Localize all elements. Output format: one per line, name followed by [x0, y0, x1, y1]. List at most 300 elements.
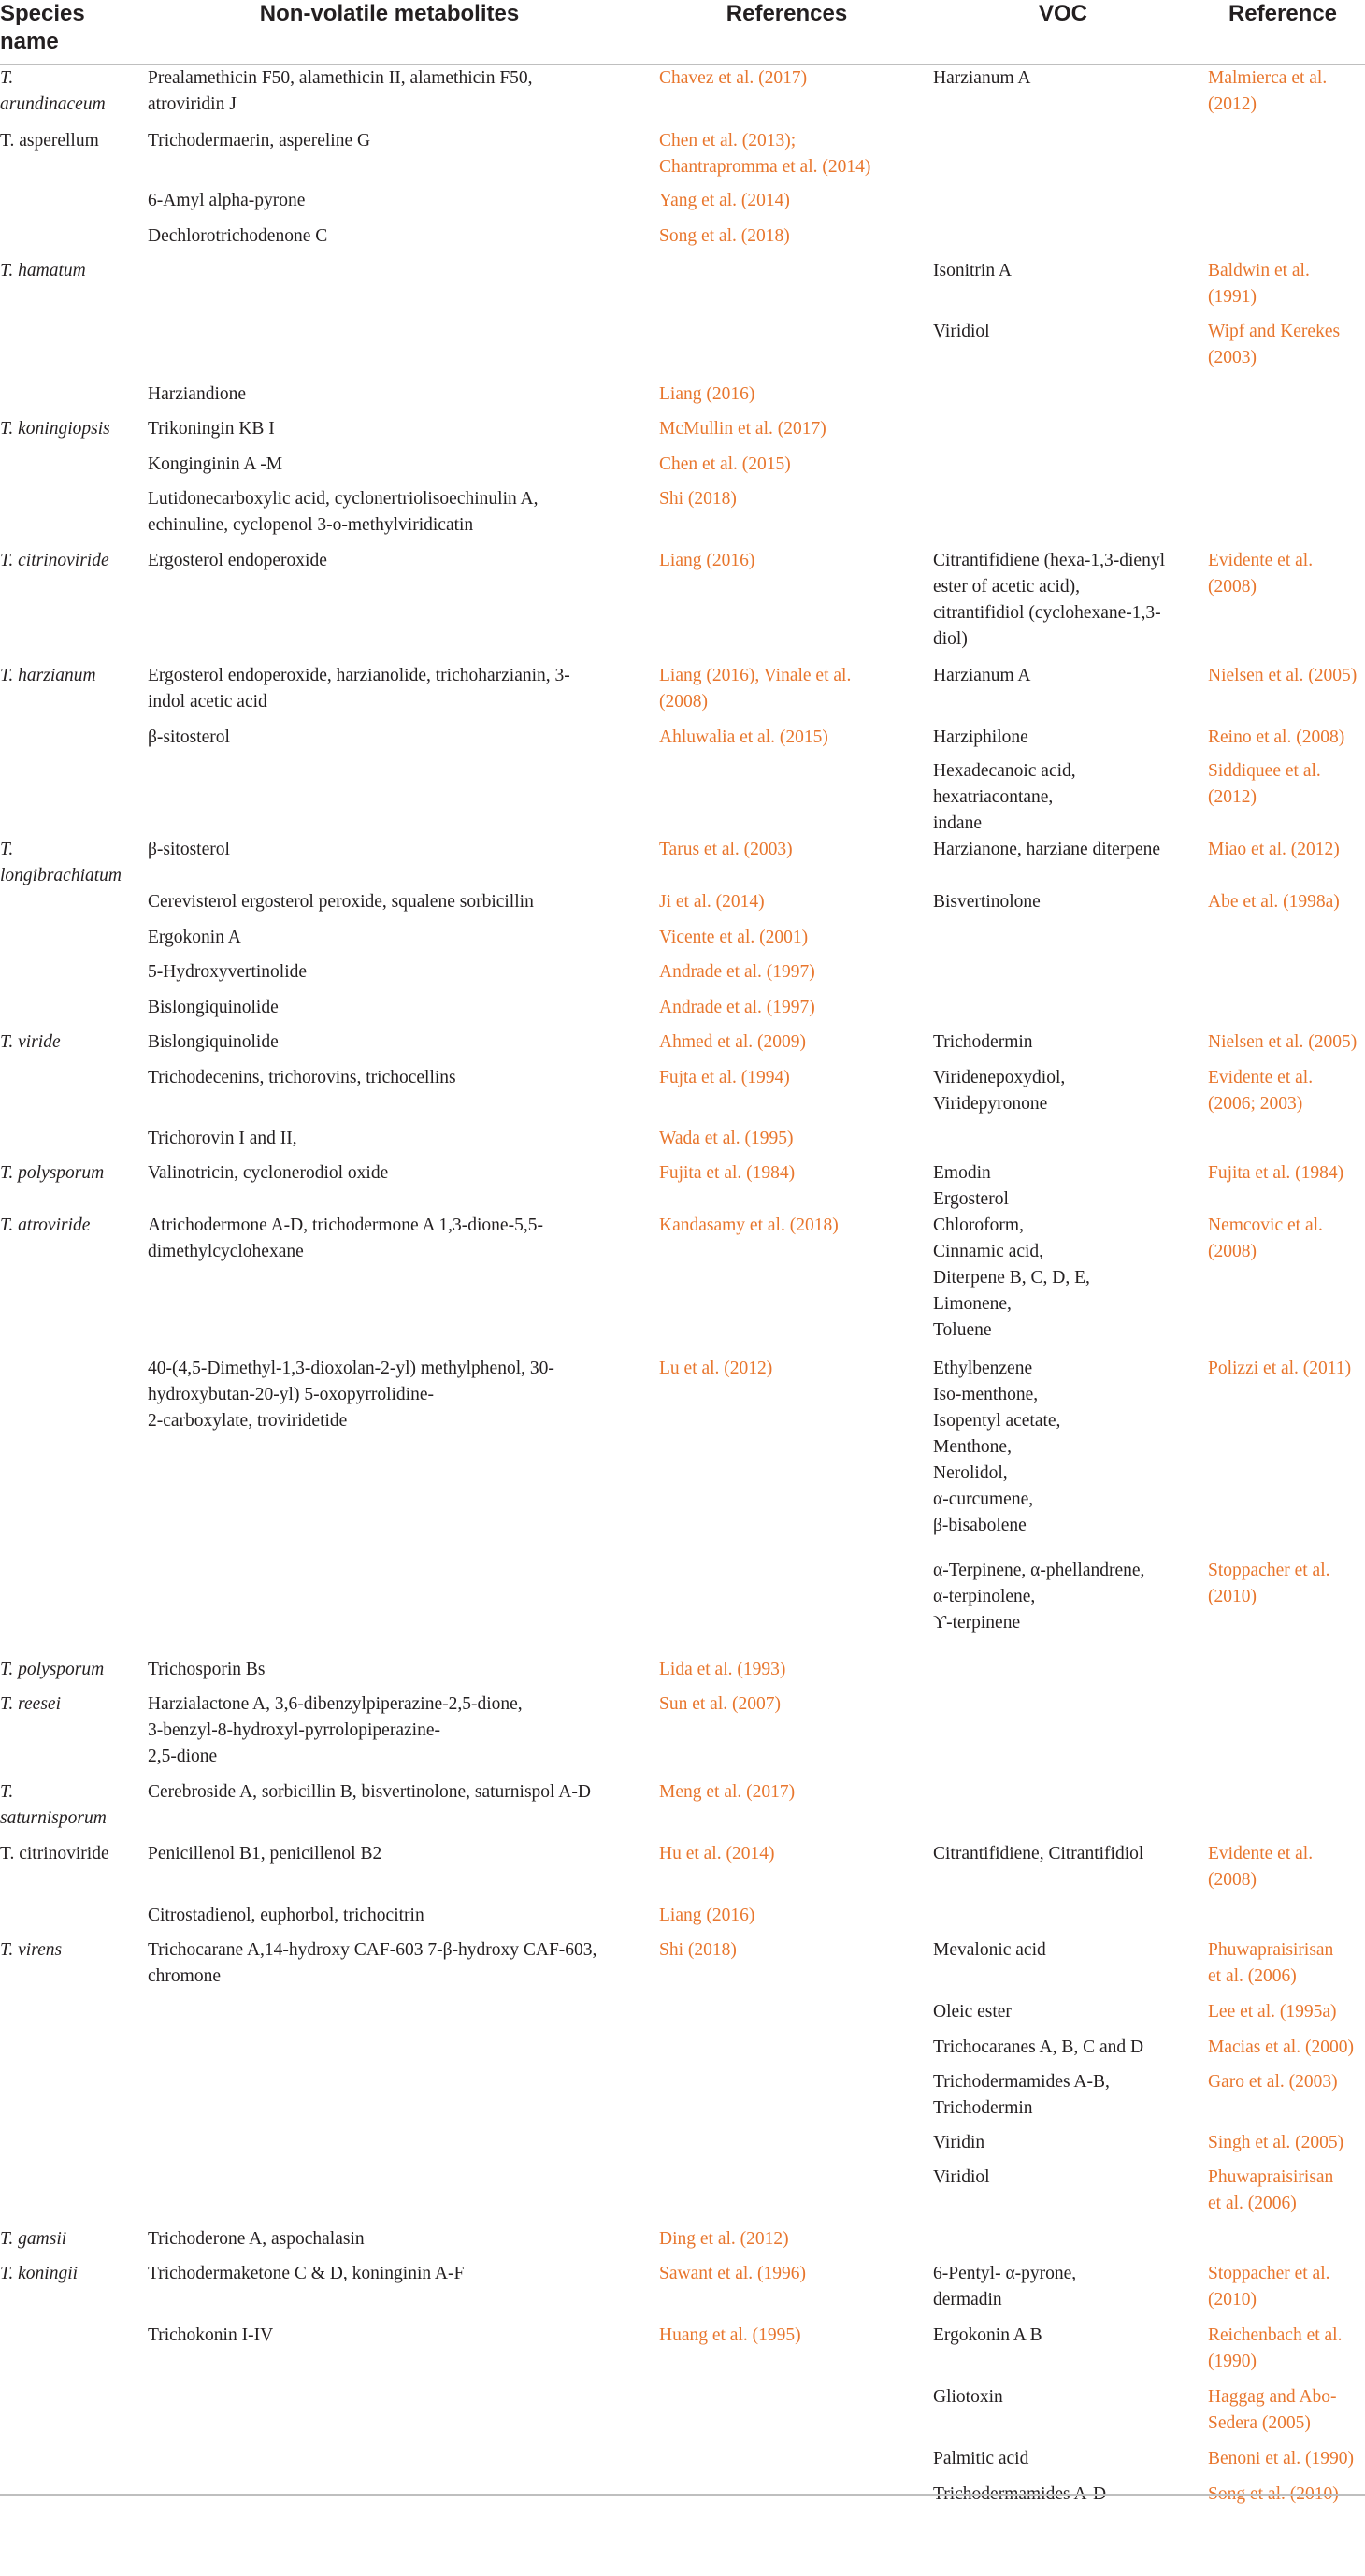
reference-text: Evidente et al.	[1208, 1844, 1314, 1864]
nonvolatile-metabolites-cell	[131, 1160, 648, 1213]
voc-reference-cell	[1200, 2384, 1365, 2446]
cell-text: 5-Hydroxyvertinolide	[148, 962, 308, 982]
nonvolatile-metabolites-cell	[131, 319, 648, 381]
nonvolatile-reference-cell	[648, 2130, 926, 2165]
table-body	[0, 65, 1365, 2516]
table-row	[0, 1356, 1365, 1558]
cell-text: T. gamsii	[0, 2229, 67, 2249]
cell-text: Emodin	[933, 1163, 991, 1183]
species-cell	[0, 1691, 131, 1779]
voc-reference-cell	[1200, 223, 1365, 258]
voc-reference-cell	[1200, 65, 1365, 128]
cell-text: T. atroviride	[0, 1216, 91, 1235]
reference-text: Liang (2016)	[659, 551, 755, 570]
table-row	[0, 1937, 1365, 1999]
nonvolatile-metabolites-cell	[131, 1691, 648, 1779]
table-bottom-rule	[0, 2494, 1365, 2496]
species-cell	[0, 2482, 131, 2516]
cell-text: Cerebroside A, sorbicillin B, bisvertinolone, saturnispol A-D	[148, 1782, 591, 1802]
reference-text: Macias et al. (2000)	[1208, 2037, 1354, 2057]
cell-text: Iso-menthone,	[933, 1385, 1039, 1404]
nonvolatile-reference-cell	[648, 258, 926, 319]
table-row	[0, 889, 1365, 925]
cell-text: Ethylbenzene	[933, 1359, 1033, 1378]
cell-text: Nerolidol,	[933, 1463, 1008, 1483]
reference-text: Polizzi et al. (2011)	[1208, 1359, 1352, 1378]
nonvolatile-reference-cell	[648, 128, 926, 188]
species-cell	[0, 486, 131, 548]
cell-text: dimethylcyclohexane	[148, 1242, 304, 1261]
voc-reference-cell	[1200, 452, 1365, 486]
species-cell	[0, 758, 131, 837]
cell-text: Dechlorotrichodenone C	[148, 226, 328, 246]
cell-text: 6-Amyl alpha-pyrone	[148, 191, 306, 210]
reference-text: Wada et al. (1995)	[659, 1129, 794, 1148]
cell-text: indol acetic acid	[148, 692, 267, 712]
species-cell	[0, 548, 131, 663]
voc-reference-cell	[1200, 319, 1365, 381]
cell-text: Viridepyronone	[933, 1094, 1048, 1114]
voc-reference-cell	[1200, 837, 1365, 889]
voc-cell	[926, 1903, 1200, 1937]
table-row	[0, 837, 1365, 889]
cell-text: Citrantifidiene (hexa-1,3-dienyl	[933, 551, 1165, 570]
cell-text: Gliotoxin	[933, 2387, 1003, 2407]
cell-text: echinuline, cyclopenol 3-o-methylviridicatin	[148, 515, 474, 535]
cell-text: Trichodermaerin, aspereline G	[148, 131, 371, 151]
reference-text: Reichenbach et al.	[1208, 2325, 1343, 2345]
nonvolatile-reference-cell	[648, 65, 926, 128]
nonvolatile-metabolites-cell	[131, 2069, 648, 2130]
reference-text: Nielsen et al. (2005)	[1208, 1032, 1358, 1052]
table-row	[0, 1779, 1365, 1841]
voc-reference-cell	[1200, 258, 1365, 319]
reference-text: Vicente et al. (2001)	[659, 928, 809, 947]
nonvolatile-reference-cell	[648, 1999, 926, 2035]
voc-cell	[926, 1999, 1200, 2035]
cell-text: T. asperellum	[0, 131, 99, 151]
table-row	[0, 663, 1365, 725]
nonvolatile-reference-cell	[648, 1356, 926, 1558]
table-row	[0, 1160, 1365, 1213]
voc-cell	[926, 1657, 1200, 1691]
nonvolatile-reference-cell	[648, 1160, 926, 1213]
cell-text: Trichodermin	[933, 1032, 1033, 1052]
species-cell	[0, 319, 131, 381]
reference-text: Reino et al. (2008)	[1208, 727, 1345, 747]
reference-text: (1991)	[1208, 287, 1257, 307]
species-cell	[0, 2069, 131, 2130]
nonvolatile-metabolites-cell	[131, 959, 648, 995]
species-cell	[0, 452, 131, 486]
voc-reference-cell	[1200, 995, 1365, 1029]
cell-text: atroviridin J	[148, 94, 237, 114]
cell-text: dermadin	[933, 2290, 1002, 2310]
species-cell	[0, 1999, 131, 2035]
reference-text: Song et al. (2018)	[659, 226, 790, 246]
nonvolatile-metabolites-cell	[131, 258, 648, 319]
voc-cell	[926, 381, 1200, 416]
nonvolatile-metabolites-cell	[131, 1657, 648, 1691]
nonvolatile-reference-cell	[648, 188, 926, 223]
species-cell	[0, 1841, 131, 1903]
cell-text: T.	[0, 840, 14, 859]
cell-text: T. koningiopsis	[0, 419, 110, 439]
reference-text: Malmierca et al.	[1208, 68, 1328, 88]
nonvolatile-reference-cell	[648, 1841, 926, 1903]
cell-text: Trikoningin KB I	[148, 419, 275, 439]
voc-cell	[926, 925, 1200, 959]
reference-text: Chantrapromma et al. (2014)	[659, 157, 871, 177]
reference-text: Abe et al. (1998a)	[1208, 892, 1340, 912]
cell-text: Bisvertinolone	[933, 892, 1041, 912]
species-cell	[0, 2261, 131, 2323]
species-cell	[0, 2384, 131, 2446]
species-cell	[0, 2130, 131, 2165]
table-row	[0, 223, 1365, 258]
reference-text: (2010)	[1208, 1587, 1257, 1606]
nonvolatile-reference-cell	[648, 1126, 926, 1160]
voc-reference-cell	[1200, 925, 1365, 959]
nonvolatile-reference-cell	[648, 2035, 926, 2069]
nonvolatile-metabolites-cell	[131, 486, 648, 548]
voc-cell	[926, 2165, 1200, 2226]
reference-text: Haggag and Abo-	[1208, 2387, 1337, 2407]
nonvolatile-metabolites-cell	[131, 1903, 648, 1937]
cell-text: Atrichodermone A-D, trichodermone A 1,3-dione-5,5-	[148, 1216, 543, 1235]
reference-text: Stoppacher et al.	[1208, 1561, 1330, 1580]
voc-reference-cell	[1200, 1558, 1365, 1657]
voc-cell	[926, 1029, 1200, 1065]
reference-text: (1990)	[1208, 2352, 1257, 2371]
voc-reference-cell	[1200, 1841, 1365, 1903]
voc-cell	[926, 959, 1200, 995]
cell-text: T. citrinoviride	[0, 551, 109, 570]
cell-text: T. polysporum	[0, 1163, 105, 1183]
reference-text: et al. (2006)	[1208, 2194, 1297, 2213]
nonvolatile-reference-cell	[648, 2323, 926, 2384]
species-cell	[0, 837, 131, 889]
voc-reference-cell	[1200, 1903, 1365, 1937]
voc-reference-cell	[1200, 1065, 1365, 1126]
table-row	[0, 128, 1365, 188]
cell-text: citrantifidiol (cyclohexane-1,3-	[933, 603, 1161, 623]
reference-text: (2003)	[1208, 348, 1257, 367]
nonvolatile-reference-cell	[648, 837, 926, 889]
reference-text: Chavez et al. (2017)	[659, 68, 808, 88]
reference-text: Nielsen et al. (2005)	[1208, 666, 1358, 685]
cell-text: Diterpene B, C, D, E,	[933, 1268, 1090, 1288]
voc-cell	[926, 725, 1200, 758]
cell-text: Trichodecenins, trichorovins, trichocellins	[148, 1068, 456, 1087]
reference-text: Evidente et al.	[1208, 551, 1314, 570]
species-cell	[0, 663, 131, 725]
reference-text: Shi (2018)	[659, 489, 737, 509]
reference-text: Shi (2018)	[659, 1940, 737, 1960]
cell-text: T. reesei	[0, 1694, 61, 1714]
reference-text: Miao et al. (2012)	[1208, 840, 1340, 859]
nonvolatile-metabolites-cell	[131, 2226, 648, 2261]
cell-text: Ergosterol	[933, 1189, 1009, 1209]
cell-text: Penicillenol B1, penicillenol B2	[148, 1844, 382, 1864]
voc-cell	[926, 1841, 1200, 1903]
reference-text: Sun et al. (2007)	[659, 1694, 781, 1714]
nonvolatile-metabolites-cell	[131, 889, 648, 925]
reference-text: (2012)	[1208, 94, 1257, 114]
nonvolatile-reference-cell	[648, 663, 926, 725]
cell-text: diol)	[933, 629, 968, 649]
nonvolatile-reference-cell	[648, 1065, 926, 1126]
reference-text: Liang (2016)	[659, 384, 755, 404]
cell-text: Cinnamic acid,	[933, 1242, 1044, 1261]
table-row	[0, 2130, 1365, 2165]
cell-text: Oleic ester	[933, 2002, 1012, 2022]
species-cell	[0, 1937, 131, 1999]
reference-text: Siddiquee et al.	[1208, 761, 1321, 781]
nonvolatile-metabolites-cell	[131, 1065, 648, 1126]
voc-reference-cell	[1200, 548, 1365, 663]
nonvolatile-metabolites-cell	[131, 452, 648, 486]
nonvolatile-reference-cell	[648, 2482, 926, 2516]
cell-text: T. hamatum	[0, 261, 86, 281]
species-cell	[0, 2035, 131, 2069]
voc-reference-cell	[1200, 1937, 1365, 1999]
table-row	[0, 2165, 1365, 2226]
nonvolatile-metabolites-cell	[131, 2446, 648, 2482]
reference-text: Fujta et al. (1994)	[659, 1068, 790, 1087]
cell-text: hydroxybutan-20-yl) 5-oxopyrrolidine-	[148, 1385, 434, 1404]
cell-text: T. citrinoviride	[0, 1844, 109, 1864]
voc-cell	[926, 995, 1200, 1029]
nonvolatile-metabolites-cell	[131, 223, 648, 258]
voc-reference-cell	[1200, 188, 1365, 223]
nonvolatile-metabolites-cell	[131, 1999, 648, 2035]
reference-text: (2008)	[1208, 1242, 1257, 1261]
nonvolatile-metabolites-cell	[131, 1779, 648, 1841]
voc-reference-cell	[1200, 1126, 1365, 1160]
reference-text: Liang (2016)	[659, 1906, 755, 1925]
cell-text: chromone	[148, 1966, 221, 1986]
cell-text: Ergosterol endoperoxide, harzianolide, trichoharzianin, 3-	[148, 666, 570, 685]
header-nonvolatile-metabolites: Non-volatile metabolites	[131, 0, 648, 65]
nonvolatile-metabolites-cell	[131, 2130, 648, 2165]
species-cell	[0, 1558, 131, 1657]
table-row	[0, 2226, 1365, 2261]
cell-text: hexatriacontane,	[933, 787, 1054, 807]
reference-text: Andrade et al. (1997)	[659, 998, 815, 1017]
reference-text: Phuwapraisirisan	[1208, 2167, 1334, 2187]
voc-cell	[926, 319, 1200, 381]
nonvolatile-metabolites-cell	[131, 2384, 648, 2446]
species-cell	[0, 188, 131, 223]
voc-cell	[926, 2226, 1200, 2261]
table-row	[0, 1065, 1365, 1126]
nonvolatile-reference-cell	[648, 1691, 926, 1779]
nonvolatile-reference-cell	[648, 486, 926, 548]
voc-reference-cell	[1200, 2069, 1365, 2130]
species-cell	[0, 1213, 131, 1356]
table-row	[0, 2482, 1365, 2516]
reference-text: (2012)	[1208, 787, 1257, 807]
nonvolatile-reference-cell	[648, 2165, 926, 2226]
species-cell	[0, 258, 131, 319]
cell-text: Ergosterol endoperoxide	[148, 551, 327, 570]
cell-text: β-sitosterol	[148, 727, 230, 747]
cell-text: Citrantifidiene, Citrantifidiol	[933, 1844, 1144, 1864]
voc-cell	[926, 2261, 1200, 2323]
nonvolatile-metabolites-cell	[131, 663, 648, 725]
voc-cell	[926, 2482, 1200, 2516]
reference-text: Sedera (2005)	[1208, 2413, 1311, 2433]
nonvolatile-reference-cell	[648, 2446, 926, 2482]
cell-text: Harzialactone A, 3,6-dibenzylpiperazine-2,5-dione,	[148, 1694, 523, 1714]
nonvolatile-reference-cell	[648, 758, 926, 837]
voc-cell	[926, 1065, 1200, 1126]
table-row	[0, 925, 1365, 959]
nonvolatile-reference-cell	[648, 319, 926, 381]
header-voc: VOC	[926, 0, 1200, 65]
reference-text: Ji et al. (2014)	[659, 892, 765, 912]
cell-text: Viridiol	[933, 2167, 990, 2187]
cell-text: Konginginin A -M	[148, 454, 283, 474]
reference-text: Stoppacher et al.	[1208, 2264, 1330, 2283]
nonvolatile-reference-cell	[648, 725, 926, 758]
table-row	[0, 1126, 1365, 1160]
voc-cell	[926, 452, 1200, 486]
voc-cell	[926, 486, 1200, 548]
table-row	[0, 1691, 1365, 1779]
nonvolatile-metabolites-cell	[131, 1558, 648, 1657]
nonvolatile-reference-cell	[648, 1029, 926, 1065]
species-cell	[0, 1356, 131, 1558]
voc-reference-cell	[1200, 758, 1365, 837]
table-row	[0, 2035, 1365, 2069]
table-row	[0, 188, 1365, 223]
cell-text: Trichocarane A,14-hydroxy CAF-603 7-β-hydroxy CAF-603,	[148, 1940, 597, 1960]
reference-text: Fujita et al. (1984)	[1208, 1163, 1344, 1183]
table-row	[0, 486, 1365, 548]
reference-text: Andrade et al. (1997)	[659, 962, 815, 982]
cell-text: ester of acetic acid),	[933, 577, 1080, 597]
nonvolatile-metabolites-cell	[131, 416, 648, 452]
cell-text: Harziandione	[148, 384, 247, 404]
reference-text: Ahluwalia et al. (2015)	[659, 727, 828, 747]
cell-text: Cerevisterol ergosterol peroxide, squalene sorbicillin	[148, 892, 534, 912]
nonvolatile-metabolites-cell	[131, 925, 648, 959]
cell-text: Menthone,	[933, 1437, 1012, 1457]
reference-text: Evidente et al.	[1208, 1068, 1314, 1087]
voc-reference-cell	[1200, 2261, 1365, 2323]
voc-cell	[926, 1558, 1200, 1657]
species-cell	[0, 1903, 131, 1937]
nonvolatile-reference-cell	[648, 925, 926, 959]
species-cell	[0, 959, 131, 995]
nonvolatile-reference-cell	[648, 1903, 926, 1937]
table-row	[0, 995, 1365, 1029]
table-row	[0, 758, 1365, 837]
reference-text: McMullin et al. (2017)	[659, 419, 826, 439]
reference-text: Wipf and Kerekes	[1208, 322, 1341, 341]
cell-text: β-sitosterol	[148, 840, 230, 859]
voc-reference-cell	[1200, 1691, 1365, 1779]
reference-text: Sawant et al. (1996)	[659, 2264, 807, 2283]
cell-text: 40-(4,5-Dimethyl-1,3-dioxolan-2-yl) methylphenol, 30-	[148, 1359, 554, 1378]
species-cell	[0, 1160, 131, 1213]
table-row	[0, 452, 1365, 486]
voc-cell	[926, 837, 1200, 889]
species-cell	[0, 223, 131, 258]
cell-text: Isopentyl acetate,	[933, 1411, 1061, 1431]
nonvolatile-metabolites-cell	[131, 188, 648, 223]
voc-cell	[926, 2035, 1200, 2069]
voc-cell	[926, 758, 1200, 837]
species-cell	[0, 416, 131, 452]
table-row	[0, 959, 1365, 995]
nonvolatile-reference-cell	[648, 452, 926, 486]
table-row	[0, 319, 1365, 381]
cell-text: T.	[0, 1782, 14, 1802]
species-cell	[0, 889, 131, 925]
voc-cell	[926, 1126, 1200, 1160]
reference-text: Fujita et al. (1984)	[659, 1163, 796, 1183]
cell-text: Isonitrin A	[933, 261, 1012, 281]
voc-cell	[926, 258, 1200, 319]
voc-cell	[926, 65, 1200, 128]
nonvolatile-metabolites-cell	[131, 2261, 648, 2323]
voc-reference-cell	[1200, 1213, 1365, 1356]
reference-text: Lee et al. (1995a)	[1208, 2002, 1337, 2022]
reference-text: Huang et al. (1995)	[659, 2325, 801, 2345]
cell-text: 2,5-dione	[148, 1747, 218, 1766]
species-cell	[0, 2226, 131, 2261]
nonvolatile-reference-cell	[648, 2261, 926, 2323]
species-cell	[0, 381, 131, 416]
voc-cell	[926, 1691, 1200, 1779]
voc-reference-cell	[1200, 381, 1365, 416]
cell-text: Mevalonic acid	[933, 1940, 1046, 1960]
reference-text: Lida et al. (1993)	[659, 1660, 786, 1679]
table-row	[0, 65, 1365, 128]
nonvolatile-metabolites-cell	[131, 758, 648, 837]
species-cell	[0, 65, 131, 128]
nonvolatile-reference-cell	[648, 223, 926, 258]
voc-cell	[926, 889, 1200, 925]
voc-reference-cell	[1200, 2446, 1365, 2482]
cell-text: Trichorovin I and II,	[148, 1129, 297, 1148]
cell-text: T. koningii	[0, 2264, 79, 2283]
voc-reference-cell	[1200, 2130, 1365, 2165]
voc-cell	[926, 1356, 1200, 1558]
voc-cell	[926, 548, 1200, 663]
cell-text: Valinotricin, cyclonerodiol oxide	[148, 1163, 389, 1183]
reference-text: Ahmed et al. (2009)	[659, 1032, 807, 1052]
cell-text: saturnisporum	[0, 1808, 107, 1828]
nonvolatile-metabolites-cell	[131, 1937, 648, 1999]
reference-text: Kandasamy et al. (2018)	[659, 1216, 839, 1235]
reference-text: (2010)	[1208, 2290, 1257, 2310]
voc-reference-cell	[1200, 1160, 1365, 1213]
cell-text: T. virens	[0, 1940, 63, 1960]
table-row	[0, 2069, 1365, 2130]
reference-text: Lu et al. (2012)	[659, 1359, 773, 1378]
nonvolatile-reference-cell	[648, 1213, 926, 1356]
reference-text: Meng et al. (2017)	[659, 1782, 796, 1802]
species-cell	[0, 1779, 131, 1841]
cell-text: Trichoderone A, aspochalasin	[148, 2229, 365, 2249]
cell-text: Prealamethicin F50, alamethicin II, alamethicin F50,	[148, 68, 533, 88]
reference-text: Chen et al. (2013);	[659, 131, 797, 151]
cell-text: α-Terpinene, α-phellandrene,	[933, 1561, 1145, 1580]
